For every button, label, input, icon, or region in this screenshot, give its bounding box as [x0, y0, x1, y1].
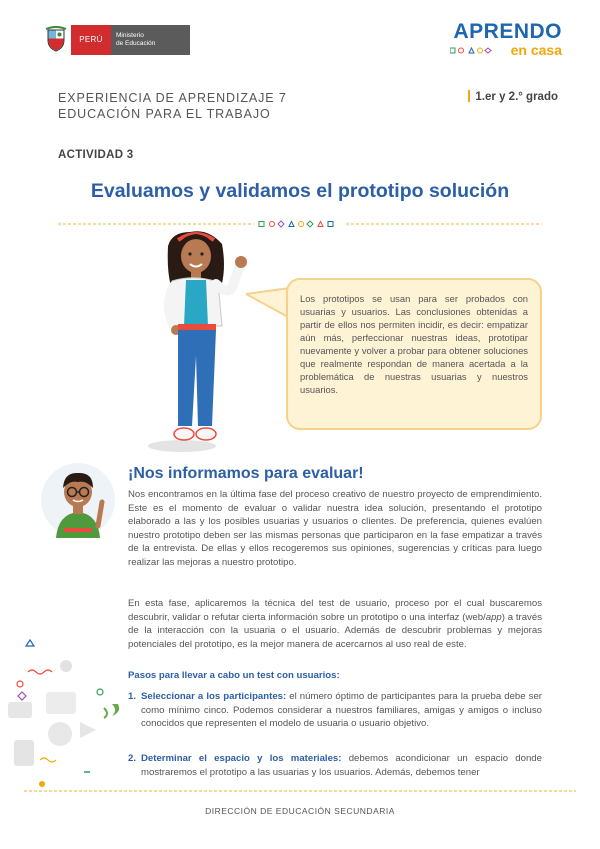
- step-text: el número óptimo de participantes para la prueba debe ser como mínimo cinco. Podemos considerar a nuestros familiares, amigas y amigos o incluso conocidos que representen el modelo de usuaria o usuario objetivo.: [141, 691, 542, 729]
- title-divider: [58, 220, 542, 228]
- ministry-label: Ministerio de Educación: [111, 25, 190, 55]
- brand-line-1: APRENDO: [453, 20, 562, 43]
- grade-text: 1.er y 2.° grado: [475, 91, 558, 103]
- step-heading: Determinar el espacio y los materiales:: [141, 753, 342, 764]
- decorative-doodles: [0, 632, 120, 792]
- ministry-logo: [44, 25, 190, 55]
- step-item: [128, 752, 542, 779]
- experience-number: EXPERIENCIA DE APRENDIZAJE 7: [58, 91, 287, 105]
- section-paragraph-2: [128, 597, 542, 651]
- page-title: Evaluamos y validamos el prototipo solución: [90, 180, 510, 202]
- paragraph-2-part-b: ) a través de la interacción con la usuaria o el usuario. Además de descubrir problemas y mejoras potenciales del prototipo, es la mejor manera de acercarnos al uso real de este.: [128, 611, 542, 650]
- step-text: debemos acondicionar un espacio donde mostraremos el prototipo a las usuarias y los usuarios. Además, debemos tener: [141, 753, 542, 778]
- paragraph-2-part-a: En esta fase, aplicaremos la técnica del test de usuario, proceso por el cual buscaremos descubrir, validar o refutar cierta información sobre un prototipo o una interfaz (web/: [128, 598, 542, 623]
- step-number: 2.: [128, 753, 137, 764]
- aprendo-en-casa-logo: [446, 22, 562, 58]
- coat-of-arms-icon: [44, 26, 68, 52]
- paragraph-2-app-word: app: [485, 611, 502, 623]
- speech-bubble-tail: [246, 284, 290, 324]
- subject-name: EDUCACIÓN PARA EL TRABAJO: [58, 107, 271, 121]
- section-title: ¡Nos informamos para evaluar!: [128, 465, 364, 482]
- step-heading: Seleccionar a los participantes:: [141, 691, 287, 702]
- brand-line-2: en casa: [510, 42, 562, 58]
- boy-character-avatar: [40, 462, 116, 538]
- section-paragraph-1: Nos encontramos en la última fase del proceso creativo de nuestro proyecto de emprendimiento. Este es el momento de evaluar o validar nuestra idea solución, presentando el prototipo elaborado a las y los posibles usuarias y usuarios o clientes. De preferencia, quienes evalúen nuestro prototipo deben ser las mismas personas que participaron en la fase empatizar a través de la entrevista. De ellas y ellos recogeremos sus opiniones, sugerencias y críticas para luego realizar las mejoras a nuestro prototipo.: [128, 489, 542, 568]
- step-item: [128, 690, 542, 731]
- grade-label: [468, 90, 558, 103]
- brand-shapes-icon: [450, 47, 498, 55]
- speech-bubble: [286, 278, 542, 430]
- experience-heading: [58, 90, 287, 122]
- country-label: PERÚ: [71, 25, 111, 55]
- step-number: 1.: [128, 691, 137, 702]
- speech-bubble-text: Los prototipos se usan para ser probados con usuarias y usuarios. Las conclusiones obtenidas a partir de ellos nos permiten incidir, es decir: empatizar aún más, perfeccionar nuestras ideas, prototipar nuevamente y volver a probar para obtener soluciones que realmente respondan de manera acertada a la problemática de nuestras usuarias y nuestros usuarios.: [300, 293, 528, 395]
- footer-divider: [24, 790, 576, 792]
- activity-label: ACTIVIDAD 3: [58, 149, 134, 161]
- girl-character-illustration: [138, 226, 248, 454]
- footer-text: DIRECCIÓN DE EDUCACIÓN SECUNDARIA: [205, 806, 395, 816]
- grade-accent-bar: [468, 90, 470, 102]
- steps-title: Pasos para llevar a cabo un test con usuarios:: [128, 670, 340, 681]
